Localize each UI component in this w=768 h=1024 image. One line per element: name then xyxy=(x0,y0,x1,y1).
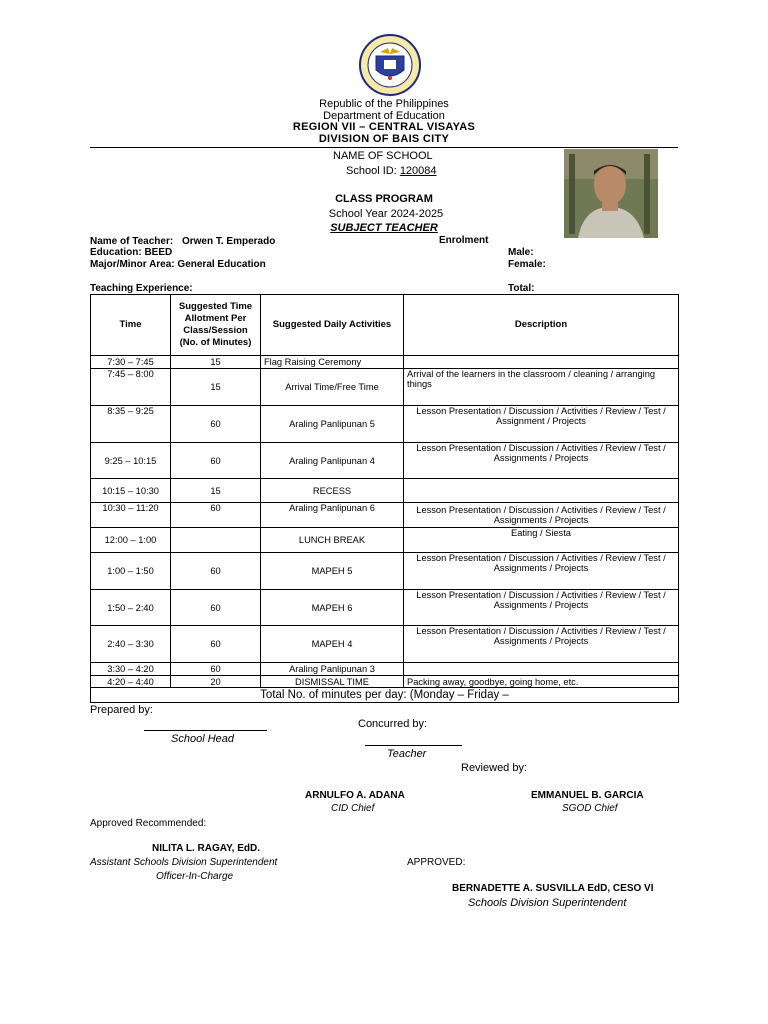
reviewer2-name: EMMANUEL B. GARCIA xyxy=(531,790,644,801)
row-activity: LUNCH BREAK xyxy=(261,528,404,553)
row-minutes: 60 xyxy=(171,553,261,590)
row-activity: Araling Panlipunan 5 xyxy=(261,406,404,443)
school-id-label: School ID: xyxy=(346,165,397,177)
row-description xyxy=(404,479,679,503)
asds-title: Assistant Schools Division Superintendent xyxy=(90,857,278,868)
school-head-signature-line xyxy=(144,730,267,731)
header-department: Department of Education xyxy=(323,109,445,122)
row-description: Lesson Presentation / Discussion / Activities / Review / Test / Assignments / Projects xyxy=(404,503,679,528)
row-minutes: 15 xyxy=(171,479,261,503)
row-minutes: 20 xyxy=(171,676,261,688)
row-minutes: 60 xyxy=(171,626,261,663)
row-activity: Flag Raising Ceremony xyxy=(261,356,404,369)
title-wrap xyxy=(0,193,768,205)
row-time: 12:00 – 1:00 xyxy=(91,528,171,553)
header-activities: Suggested Daily Activities xyxy=(261,295,404,356)
table-row xyxy=(91,443,679,479)
prepared-by-label: Prepared by: xyxy=(90,704,153,716)
row-minutes: 60 xyxy=(171,663,261,676)
row-description: Arrival of the learners in the classroom / cleaning / arranging things xyxy=(404,369,679,406)
table-row xyxy=(91,626,679,663)
row-description: Eating / Siesta xyxy=(404,528,679,553)
row-description xyxy=(404,663,679,676)
row-minutes xyxy=(171,528,261,553)
row-time: 1:50 – 2:40 xyxy=(91,590,171,626)
school-name-label: NAME OF SCHOOL xyxy=(333,150,433,162)
row-time: 7:30 – 7:45 xyxy=(91,356,171,369)
row-description: Lesson Presentation / Discussion / Activities / Review / Test / Assignments / Projects xyxy=(404,590,679,626)
header-time: Time xyxy=(91,295,171,356)
table-row xyxy=(91,369,679,406)
row-description: Packing away, goodbye, going home, etc. xyxy=(404,676,679,688)
sds-name: BERNADETTE A. SUSVILLA EdD, CESO VI xyxy=(452,883,654,894)
row-activity: RECESS xyxy=(261,479,404,503)
table-row xyxy=(91,479,679,503)
table-row xyxy=(91,590,679,626)
row-activity: MAPEH 4 xyxy=(261,626,404,663)
enrolment-label: Enrolment xyxy=(439,235,489,246)
total-minutes-text: Total No. of minutes per day: (Monday – Friday – xyxy=(91,688,679,703)
row-time: 8:35 – 9:25 xyxy=(91,406,171,443)
table-row xyxy=(91,406,679,443)
row-description: Lesson Presentation / Discussion / Activities / Review / Test / Assignments / Projects xyxy=(404,553,679,590)
row-activity: Araling Panlipunan 4 xyxy=(261,443,404,479)
table-row xyxy=(91,663,679,676)
school-year: School Year 2024-2025 xyxy=(328,208,444,220)
reviewer1-name: ARNULFO A. ADANA xyxy=(305,790,405,801)
sds-title: Schools Division Superintendent xyxy=(468,897,627,909)
table-row xyxy=(91,528,679,553)
row-activity: Araling Panlipunan 6 xyxy=(261,503,404,528)
school-id-line xyxy=(346,165,437,177)
row-minutes: 60 xyxy=(171,590,261,626)
row-description: Lesson Presentation / Discussion / Activities / Review / Test / Assignments / Projects xyxy=(404,626,679,663)
row-minutes: 15 xyxy=(171,369,261,406)
approved-label: APPROVED: xyxy=(407,857,466,868)
row-description: Lesson Presentation / Discussion / Activities / Review / Test / Assignments / Projects xyxy=(404,443,679,479)
experience-line: Teaching Experience: xyxy=(90,283,193,294)
teacher-name-line xyxy=(90,236,275,247)
row-time: 2:40 – 3:30 xyxy=(91,626,171,663)
education-line: Education: BEED xyxy=(90,247,173,258)
row-time: 10:30 – 11:20 xyxy=(91,503,171,528)
table-total-row xyxy=(91,688,679,703)
header-allotment: Suggested Time Allotment Per Class/Session (No. of Minutes) xyxy=(171,295,261,356)
total-label: Total: xyxy=(508,283,535,294)
table-row xyxy=(91,553,679,590)
class-program-table xyxy=(90,294,679,703)
row-time: 3:30 – 4:20 xyxy=(91,663,171,676)
header-rule xyxy=(90,147,678,148)
row-activity: DISMISSAL TIME xyxy=(261,676,404,688)
table-header-row xyxy=(91,295,679,356)
row-description: Lesson Presentation / Discussion / Activities / Review / Test / Assignment / Projects xyxy=(404,406,679,443)
program-title: CLASS PROGRAM xyxy=(335,193,433,205)
major-line: Major/Minor Area: General Education xyxy=(90,259,266,270)
asds-name: NILITA L. RAGAY, EdD. xyxy=(152,843,260,854)
row-minutes: 15 xyxy=(171,356,261,369)
row-activity: Arrival Time/Free Time xyxy=(261,369,404,406)
row-time: 9:25 – 10:15 xyxy=(91,443,171,479)
row-minutes: 60 xyxy=(171,443,261,479)
teacher-name-label: Name of Teacher: xyxy=(90,236,174,247)
reviewer2-title: SGOD Chief xyxy=(562,803,618,814)
header-republic: Republic of the Philippines xyxy=(319,98,449,110)
deped-seal-icon xyxy=(350,34,430,96)
table-row xyxy=(91,356,679,369)
row-activity: Araling Panlipunan 3 xyxy=(261,663,404,676)
row-activity: MAPEH 5 xyxy=(261,553,404,590)
row-time: 4:20 – 4:40 xyxy=(91,676,171,688)
teacher-signature-line xyxy=(365,745,462,746)
row-description xyxy=(404,356,679,369)
row-time: 7:45 – 8:00 xyxy=(91,369,171,406)
row-minutes: 60 xyxy=(171,406,261,443)
concurred-by-label: Concurred by: xyxy=(358,718,428,730)
reviewer1-title: CID Chief xyxy=(331,803,375,814)
row-time: 1:00 – 1:50 xyxy=(91,553,171,590)
program-subtitle: SUBJECT TEACHER xyxy=(330,222,438,234)
row-activity: MAPEH 6 xyxy=(261,590,404,626)
row-time: 10:15 – 10:30 xyxy=(91,479,171,503)
approved-recommended-label: Approved Recommended: xyxy=(90,818,207,829)
reviewed-by-label: Reviewed by: xyxy=(461,762,528,774)
row-minutes: 60 xyxy=(171,503,261,528)
header-division: DIVISION OF BAIS CITY xyxy=(318,132,450,145)
table-row xyxy=(91,676,679,688)
header-region: REGION VII – CENTRAL VISAYAS xyxy=(292,121,476,133)
teacher-label: Teacher xyxy=(387,748,427,760)
header-description: Description xyxy=(404,295,679,356)
male-label: Male: xyxy=(508,247,534,258)
asds-title-oic: Officer-In-Charge xyxy=(156,871,234,882)
school-head-label: School Head xyxy=(171,733,234,745)
teacher-name-value: Orwen T. Emperado xyxy=(181,236,276,247)
female-label: Female: xyxy=(508,259,546,270)
table-row xyxy=(91,503,679,528)
school-id-value: 120084 xyxy=(399,165,437,177)
